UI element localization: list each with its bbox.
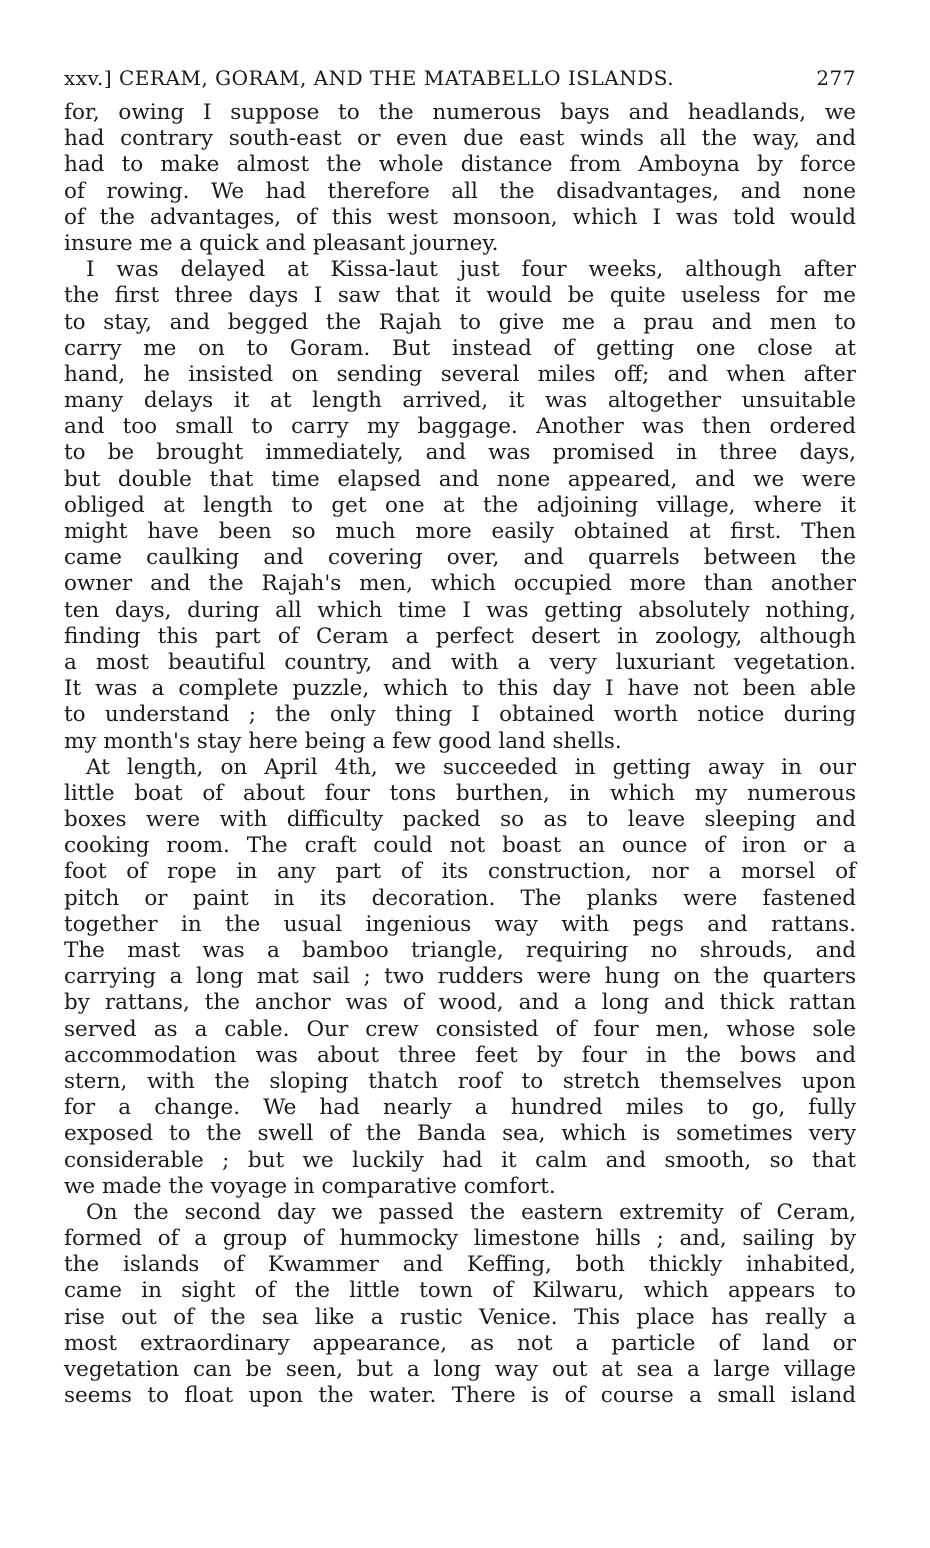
text-line: At length, on April 4th, we succeeded in getting away in our: [86, 754, 856, 780]
text-line: stern, with the sloping thatch roof to stretch themselves upon: [64, 1068, 856, 1094]
text-line: to stay, and begged the Rajah to give me a prau and men to: [64, 309, 856, 335]
text-line: hand, he insisted on sending several miles off; and when after: [64, 361, 856, 387]
text-line: had to make almost the whole distance from Amboyna by force: [64, 152, 856, 178]
text-line: to understand ; the only thing I obtained worth notice during: [64, 702, 856, 728]
text-line: pitch or paint in its decoration. The planks were fastened: [64, 885, 856, 911]
paragraph: [64, 100, 856, 257]
text-line: ten days, during all which time I was getting absolutely nothing,: [64, 597, 856, 623]
text-line: On the second day we passed the eastern extremity of Ceram,: [86, 1199, 856, 1225]
text-line: cooking room. The craft could not boast an ounce of iron or a: [64, 833, 856, 859]
text-line: obliged at length to get one at the adjoining village, where it: [64, 492, 856, 518]
text-line: seems to float upon the water. There is of course a small island: [64, 1383, 856, 1409]
text-line: boxes were with difficulty packed so as to leave sleeping and: [64, 807, 856, 833]
body-text: [64, 100, 856, 1409]
text-line: might have been so much more easily obtained at first. Then: [64, 519, 856, 544]
text-line: came caulking and covering over, and quarrels between the: [64, 545, 856, 571]
paragraph: [64, 257, 856, 755]
text-line: I was delayed at Kissa-laut just four weeks, although after: [86, 257, 856, 283]
text-line: for a change. We had nearly a hundred miles to go, fully: [64, 1095, 856, 1121]
text-line: many delays it at length arrived, it was altogether unsuitable: [64, 388, 856, 414]
text-line: we made the voyage in comparative comfort.: [64, 1173, 556, 1199]
text-line: most extraordinary appearance, as not a particle of land or: [64, 1330, 856, 1356]
paragraph: [64, 1200, 856, 1410]
text-line: carry me on to Goram. But instead of getting one close at: [64, 335, 856, 361]
text-line: foot of rope in any part of its construction, nor a morsel of: [64, 859, 856, 885]
book-page: [64, 66, 856, 1409]
text-line: vegetation can be seen, but a long way out at sea a large village: [64, 1357, 856, 1382]
text-line: and too small to carry my baggage. Another was then ordered: [64, 414, 856, 440]
text-line: formed of a group of hummocky limestone hills ; and, sailing by: [64, 1226, 856, 1252]
page-number: 277: [816, 66, 856, 90]
text-line: my month's stay here being a few good land shells.: [64, 728, 622, 754]
text-line: the first three days I saw that it would be quite useless for me: [64, 283, 856, 309]
text-line: for, owing I suppose to the numerous bays and headlands, we: [64, 100, 856, 125]
text-line: served as a cable. Our crew consisted of four men, whose sole: [64, 1016, 856, 1042]
text-line: a most beautiful country, and with a very luxuriant vegetation.: [64, 649, 856, 675]
text-line: had contrary south-east or even due east winds all the way, and: [64, 126, 856, 152]
text-line: insure me a quick and pleasant journey.: [64, 230, 499, 256]
text-line: accommodation was about three feet by four in the bows and: [64, 1042, 856, 1068]
chapter-title: xxv.] CERAM, GORAM, AND THE MATABELLO ISLANDS.: [64, 66, 675, 90]
text-line: rise out of the sea like a rustic Venice. This place has really a: [64, 1304, 856, 1330]
text-line: of the advantages, of this west monsoon, which I was told would: [64, 204, 856, 230]
text-line: exposed to the swell of the Banda sea, which is sometimes very: [64, 1121, 856, 1147]
text-line: of rowing. We had therefore all the disadvantages, and none: [64, 178, 856, 204]
text-line: by rattans, the anchor was of wood, and a long and thick rattan: [64, 990, 856, 1016]
text-line: came in sight of the little town of Kilwaru, which appears to: [64, 1278, 856, 1304]
text-line: carrying a long mat sail ; two rudders were hung on the quarters: [64, 964, 856, 990]
text-line: but double that time elapsed and none appeared, and we were: [64, 466, 856, 492]
text-line: together in the usual ingenious way with pegs and rattans.: [64, 911, 856, 937]
text-line: the islands of Kwammer and Keffing, both thickly inhabited,: [64, 1252, 856, 1278]
text-line: considerable ; but we luckily had it calm and smooth, so that: [64, 1147, 856, 1173]
running-head: [64, 66, 856, 90]
text-line: to be brought immediately, and was promised in three days,: [64, 440, 856, 466]
paragraph: [64, 755, 856, 1200]
text-line: owner and the Rajah's men, which occupied more than another: [64, 571, 856, 597]
text-line: finding this part of Ceram a perfect desert in zoology, although: [64, 623, 856, 649]
text-line: The mast was a bamboo triangle, requiring no shrouds, and: [64, 938, 856, 963]
text-line: little boat of about four tons burthen, in which my numerous: [64, 780, 856, 806]
text-line: It was a complete puzzle, which to this day I have not been able: [64, 676, 856, 702]
